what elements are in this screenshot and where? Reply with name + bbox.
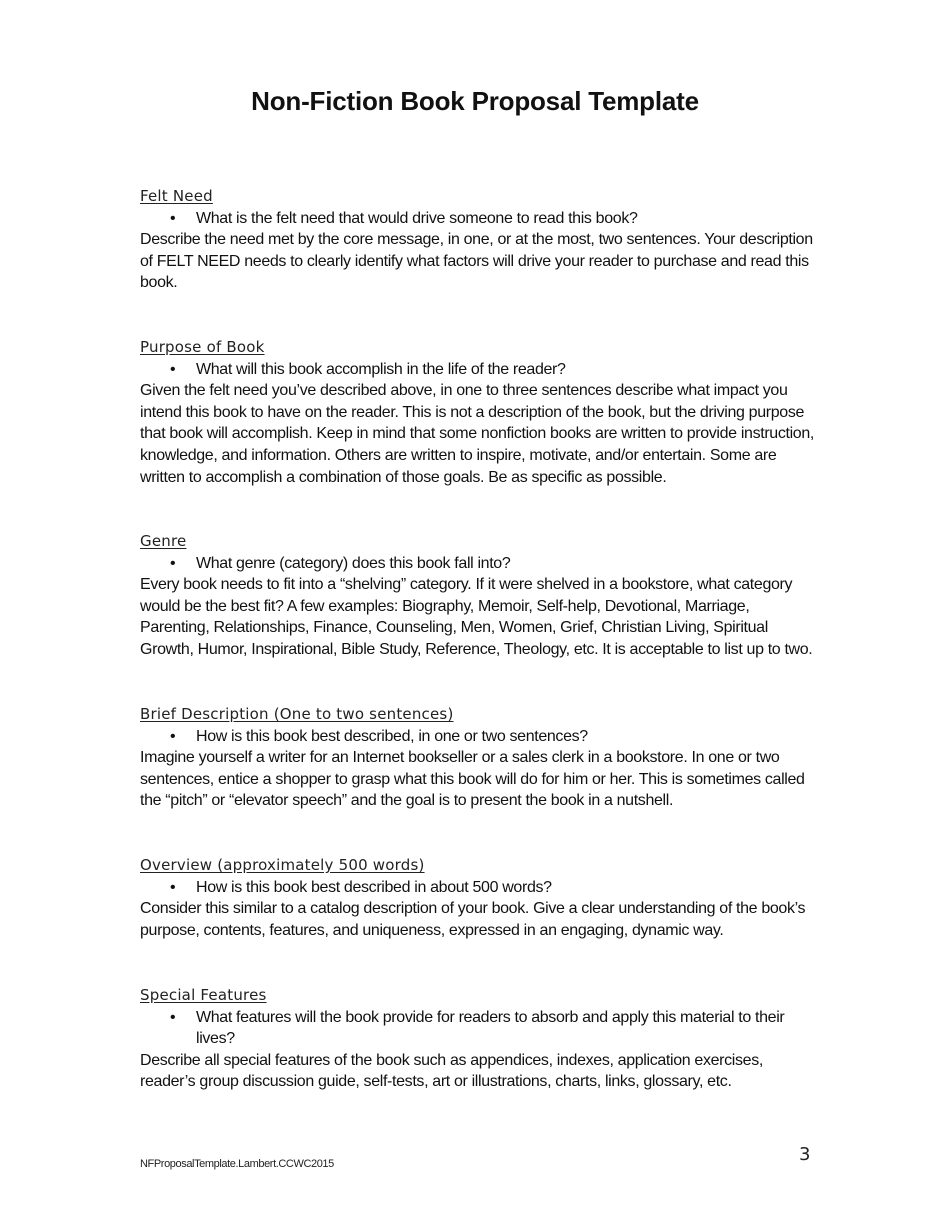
section-body: Every book needs to fit into a “shelving” category. If it were shelved in a bookstore, what category would be the best fit? A few examples: Biography, Memoir, Self-help, Devotional, Marriage, Parenting, Relationships, Finance, Counseling, Men, Women, Grief, Christian Living, Spiritual Growth, Humor, Inspirational, Bible Study, Reference, Theology, etc. It is acceptable to list up to two. [140, 576, 813, 658]
section-heading: Overview (approximately 500 words) [140, 856, 425, 874]
section-body: Given the felt need you’ve described above, in one to three sentences describe what impact you intend this book to have on the reader. This is not a description of the book, but the driving purpose that book will accomplish. Keep in mind that some nonfiction books are written to provide instruction, knowledge, and information. Others are written to inspire, motivate, and/or entertain. Some are written to accomplish a combination of those goals. Be as specific as possible. [140, 382, 814, 486]
section-felt-need [140, 186, 820, 294]
bullet-item [140, 359, 820, 381]
bullet-text: What will this book accomplish in the life of the reader? [196, 360, 566, 378]
bullet-text: What is the felt need that would drive someone to read this book? [196, 209, 638, 227]
section-body: Consider this similar to a catalog description of your book. Give a clear understanding of the book’s purpose, contents, features, and uniqueness, expressed in an engaging, dynamic way. [140, 900, 806, 939]
section-heading: Special Features [140, 986, 267, 1004]
bullet-text: How is this book best described in about 500 words? [196, 878, 552, 896]
section-heading: Felt Need [140, 187, 213, 205]
bullet-icon: • [170, 360, 176, 378]
page-title: Non-Fiction Book Proposal Template [251, 86, 699, 116]
footer-filename: NFProposalTemplate.Lambert.CCWC2015 [140, 1158, 334, 1170]
section-overview [140, 855, 820, 941]
section-body: Describe all special features of the book such as appendices, indexes, application exercises, reader’s group discussion guide, self-tests, art or illustrations, charts, links, glossary, etc. [140, 1051, 763, 1091]
bullet-icon: • [170, 1008, 176, 1026]
section-heading: Purpose of Book [140, 338, 265, 356]
section-body: Imagine yourself a writer for an Internet bookseller or a sales clerk in a bookstore. In one or two sentences, entice a shopper to grasp what this book will do for him or her. This is sometimes called the “pitch” or “elevator speech” and the goal is to present the book in a nutshell. [140, 749, 805, 810]
section-heading: Genre [140, 532, 187, 550]
bullet-item [140, 553, 820, 575]
page-number: 3 [799, 1144, 811, 1165]
bullet-item [140, 1007, 820, 1050]
section-body: Describe the need met by the core message, in one, or at the most, two sentences. Your description of FELT NEED needs to clearly identify what factors will drive your reader to purchase and read this book. [140, 231, 813, 292]
section-heading: Brief Description (One to two sentences) [140, 705, 454, 723]
bullet-icon: • [170, 878, 176, 896]
bullet-item [140, 208, 820, 230]
bullet-text: What genre (category) does this book fall into? [196, 554, 511, 572]
bullet-icon: • [170, 727, 176, 745]
bullet-icon: • [170, 554, 176, 572]
section-special-features [140, 985, 820, 1093]
bullet-text: What features will the book provide for readers to absorb and apply this material to their lives? [196, 1008, 785, 1048]
bullet-item [140, 877, 820, 899]
section-brief-description [140, 704, 820, 812]
bullet-text: How is this book best described, in one or two sentences? [196, 727, 588, 745]
section-purpose-of-book [140, 337, 820, 488]
bullet-item [140, 726, 820, 748]
section-genre [140, 531, 820, 661]
bullet-icon: • [170, 209, 176, 227]
